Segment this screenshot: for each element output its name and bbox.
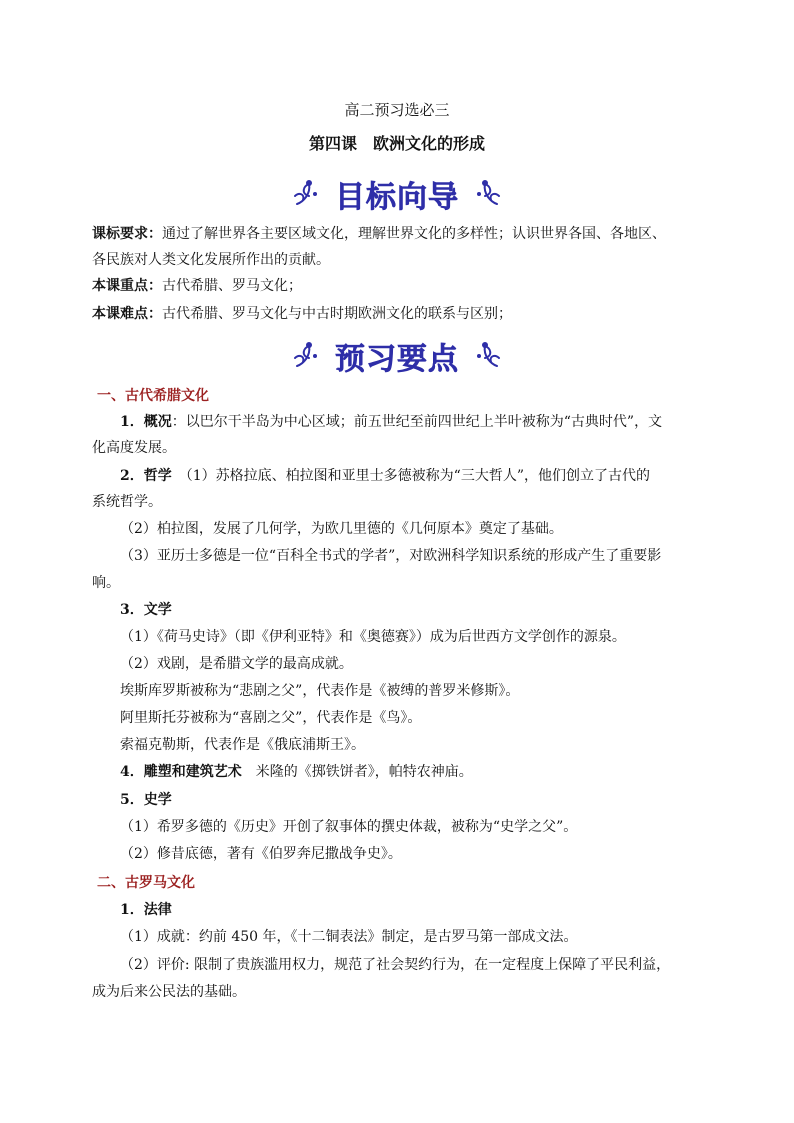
focus-text: 古代希腊、罗马文化； [162,278,302,294]
overview-line [120,412,662,432]
floral-ornament-icon [289,336,329,376]
floral-ornament-icon [289,174,329,214]
law-item-2: （2）评价: 限制了贵族滥用权力，规范了社会契约行为，在一定程度上保障了平民利益， [120,957,671,973]
requirement-label: 课标要求： [92,226,162,242]
literature-comedy: 阿里斯托芬被称为“喜剧之父”，代表作是《鸟》。 [120,710,422,726]
lesson-title: 第四课 欧洲文化的形成 [308,134,485,153]
section-heading-rome: 二、古罗马文化 [97,875,195,891]
section-heading-greece: 一、古代希腊文化 [97,388,209,404]
literature-item-2: （2）戏剧，是希腊文学的最高成就。 [120,656,353,672]
history-item-2: （2）修昔底德，著有《伯罗奔尼撒战争史》。 [120,846,402,862]
focus-label: 本课重点： [92,278,162,294]
art-text: 米隆的《掷铁饼者》，帕特农神庙。 [241,764,473,780]
law-label: 1．法律 [120,902,172,918]
overview-label: 1．概况 [120,414,172,430]
preview-banner-title: 预习要点 [335,342,459,377]
goal-banner [0,172,794,216]
history-label: 5．史学 [120,792,172,808]
literature-sophocles: 索福克勒斯，代表作是《俄底浦斯王》。 [120,737,365,753]
philosophy-line-2: 系统哲学。 [92,494,162,510]
requirement-text: 通过了解世界各主要区域文化，理解世界文化的多样性；认识世界各国、各地区、 [162,226,666,242]
art-label: 4．雕塑和建筑艺术 [120,764,242,780]
requirement-line [92,224,666,244]
philosophy-line [120,466,650,486]
law-item-1: （1）成就：约前 450 年，《十二铜表法》制定，是古罗马第一部成文法。 [120,929,578,945]
floral-ornament-icon [465,336,505,376]
literature-item-1: （1）《荷马史诗》（即《伊利亚特》和《奥德赛》）成为后世西方文学创作的源泉。 [120,629,626,645]
philosophy-label: 2．哲学 [120,468,172,484]
literature-label: 3．文学 [120,602,172,618]
difficulty-text: 古代希腊、罗马文化与中古时期欧洲文化的联系与区别； [162,306,512,322]
difficulty-label: 本课难点： [92,306,162,322]
literature-tragedy: 埃斯库罗斯被称为“悲剧之父”，代表作是《被缚的普罗米修斯》。 [120,683,520,699]
difficulty-line [92,304,512,324]
goal-banner-title: 目标向导 [335,180,459,215]
philosophy-text: （1）苏格拉底、柏拉图和亚里士多德被称为“三大哲人”，他们创立了古代的 [171,468,650,484]
requirement-line-2: 各民族对人类文化发展所作出的贡献。 [92,252,330,268]
philosophy-item-3: （3）亚历士多德是一位“百科全书式的学者”，对欧洲科学知识系统的形成产生了重要影 [120,548,662,564]
law-item-2-cont: 成为后来公民法的基础。 [92,984,246,1000]
overview-text: ：以巴尔干半岛为中心区域；前五世纪至前四世纪上半叶被称为“古典时代”，文 [171,414,663,430]
floral-ornament-icon [465,174,505,214]
art-line [120,762,473,782]
history-item-1: （1）希罗多德的《历史》开创了叙事体的撰史体裁，被称为“史学之父”。 [120,819,578,835]
philosophy-item-2: （2）柏拉图，发展了几何学，为欧几里德的《几何原本》奠定了基础。 [120,521,563,537]
document-title: 高二预习选必三 [344,101,450,119]
overview-line-2: 化高度发展。 [92,440,176,456]
focus-line [92,276,302,296]
philosophy-item-3-cont: 响。 [92,575,120,591]
preview-banner [0,334,794,378]
